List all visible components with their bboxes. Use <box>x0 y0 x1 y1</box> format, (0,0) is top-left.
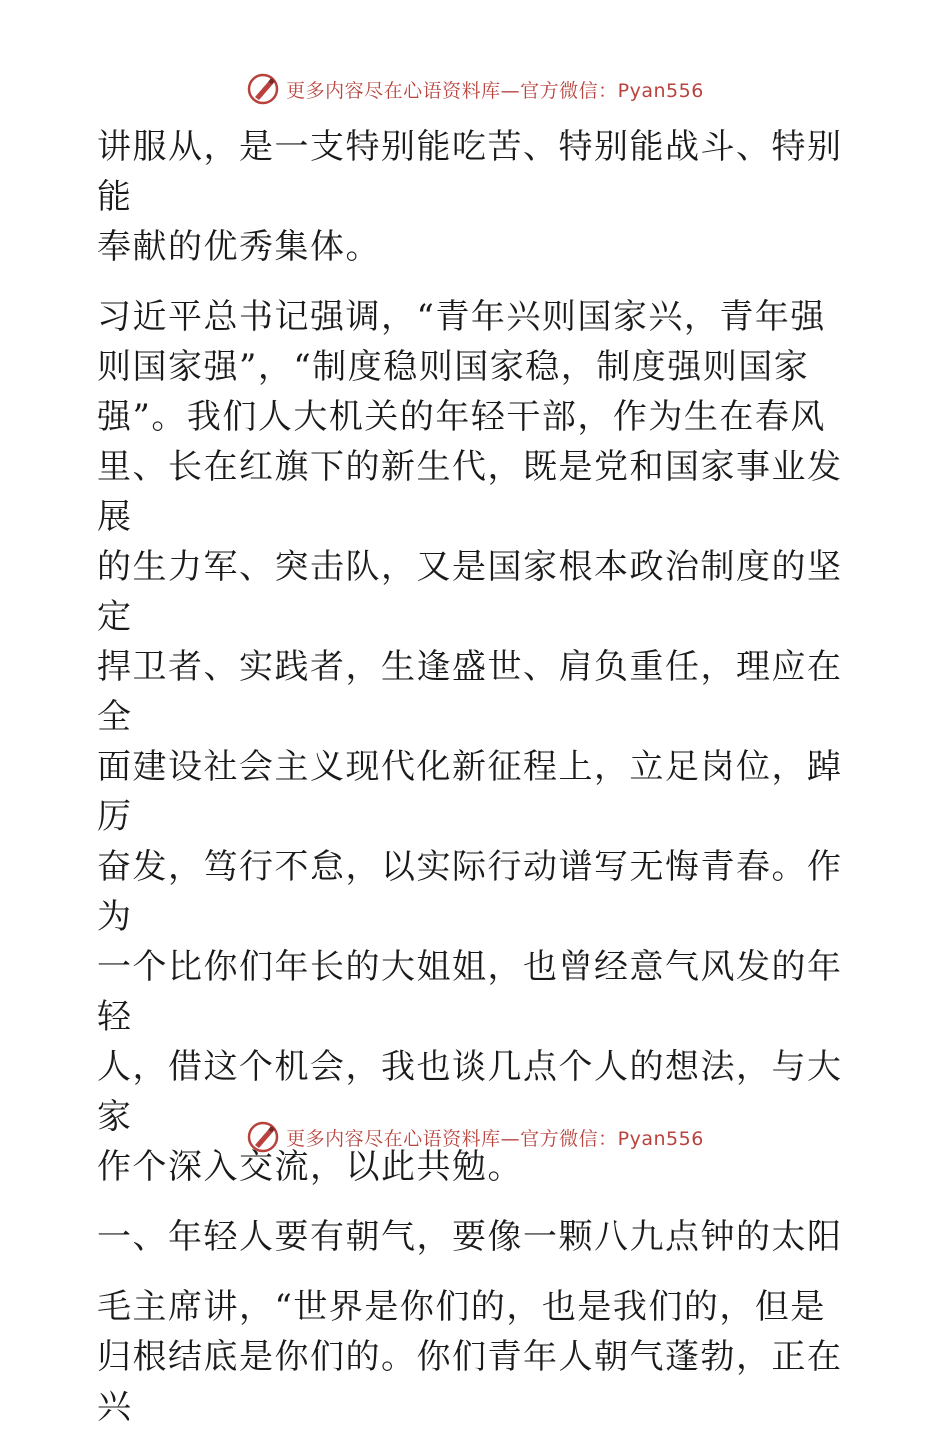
document-body <box>97 122 853 1432</box>
paragraph-2: 习近平总书记强调，“青年兴则国家兴，青年强 则国家强”，“制度稳则国家稳，制度强则国家 强”。我们人大机关的年轻干部，作为生在春风 里、长在红旗下的新生代，既是党和国家事业发展 的生力军、突击队，又是国家根本政治制度的坚定 捍卫者、实践者，生逢盛世、肩负重任，理应在全 面建设社会主义现代化新征程上，立足岗位，踔厉 奋发，笃行不怠，以实际行动谱写无悔青春。作为 一个比你们年长的大姐姐，也曾经意气风发的年轻 人，借这个机会，我也谈几点个人的想法，与大家 作个深入交流，以此共勉。 <box>97 297 843 1187</box>
pen-logo-icon <box>246 72 280 106</box>
footer-watermark <box>0 1120 950 1154</box>
section-heading: 一、年轻人要有朝气，要像一颗八九点钟的太阳 <box>97 1217 843 1257</box>
watermark-text: 更多内容尽在心语资料库—官方微信：Pyan556 <box>286 79 704 102</box>
header-watermark <box>0 72 950 106</box>
paragraph-3: 毛主席讲，“世界是你们的，也是我们的，但是 归根结底是你们的。你们青年人朝气蓬勃，正在兴 <box>97 1287 843 1427</box>
pen-logo-icon <box>246 1120 280 1154</box>
watermark-text: 更多内容尽在心语资料库—官方微信：Pyan556 <box>286 1127 704 1150</box>
paragraph-1: 讲服从，是一支特别能吃苦、特别能战斗、特别能 奉献的优秀集体。 <box>97 127 843 267</box>
